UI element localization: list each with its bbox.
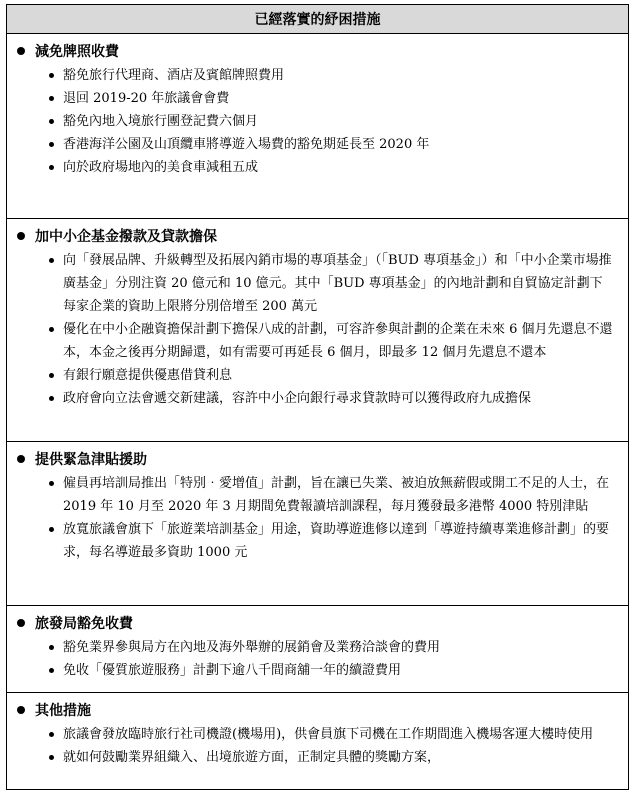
bullet-icon	[49, 527, 54, 532]
list-item: 政府會向立法會遞交新建議，容許中小企向銀行尋求貸款時可以獲得政府九成擔保	[15, 387, 620, 410]
bullet-icon	[49, 373, 54, 378]
list-item: 香港海洋公園及山頂纜車將導遊入場費的豁免期延長至 2020 年	[15, 133, 620, 156]
bullet-icon	[17, 706, 25, 714]
list-item: 有銀行願意提供優惠借貸利息	[15, 364, 620, 387]
section-heading: 旅發局豁免收費	[35, 616, 133, 632]
section-header	[15, 38, 620, 64]
bullet-icon	[17, 619, 25, 627]
bullet-icon	[17, 455, 25, 463]
section-heading: 減免牌照收費	[35, 44, 119, 60]
section-emergency-allowance	[7, 442, 628, 606]
list-item: 豁免內地入境旅行團登記費六個月	[15, 110, 620, 133]
bullet-icon	[17, 47, 25, 55]
list-item: 向於政府場地內的美食車減租五成	[15, 156, 620, 179]
section-header	[15, 446, 620, 472]
bullet-icon	[49, 668, 54, 673]
list-item: 就如何鼓勵業界組織入、出境旅遊方面，正制定具體的獎勵方案，	[15, 746, 620, 769]
list-item: 免收「優質旅遊服務」計劃下逾八千間商舖一年的續證費用	[15, 659, 620, 682]
list-item: 向「發展品牌、升級轉型及拓展內銷市場的專項基金」（「BUD 專項基金」）和「中小企業市場推廣基金」分別注資 20 億元和 10 億元。其中「BUD 專項基金」的內地計劃和自貿協定計劃下每家企業的資助上限將分別倍增至 200 萬元	[15, 249, 620, 318]
section-heading: 加中小企基金撥款及貸款擔保	[35, 229, 217, 245]
list-item: 僱員再培訓局推出「特別‧愛增值」計劃，旨在讓已失業、被迫放無薪假或開工不足的人士，在 2019 年 10 月至 2020 年 3 月期間免費報讀培訓課程，每月獲發最多港幣 4000 特別津貼	[15, 472, 620, 518]
bullet-icon	[49, 142, 54, 147]
list-item: 放寬旅議會旗下「旅遊業培訓基金」用途，資助導遊進修以達到「導遊持續專業進修計劃」的要求，每名導遊最多資助 1000 元	[15, 518, 620, 564]
list-item: 豁免旅行代理商、酒店及賓館牌照費用	[15, 64, 620, 87]
section-header	[15, 223, 620, 249]
bullet-icon	[49, 73, 54, 78]
list-item: 退回 2019-20 年旅議會會費	[15, 87, 620, 110]
bullet-icon	[49, 732, 54, 737]
bullet-icon	[49, 755, 54, 760]
section-header	[15, 610, 620, 636]
section-sme-funding	[7, 219, 628, 442]
relief-measures-table	[6, 4, 629, 790]
table-title: 已經落實的紓困措施	[7, 5, 628, 34]
bullet-icon	[49, 481, 54, 486]
bullet-icon	[49, 258, 54, 263]
section-other-measures	[7, 693, 628, 777]
bullet-icon	[49, 396, 54, 401]
bullet-icon	[49, 645, 54, 650]
bullet-icon	[49, 96, 54, 101]
section-header	[15, 697, 620, 723]
bullet-icon	[49, 327, 54, 332]
section-tourism-board-waiver	[7, 606, 628, 693]
list-item: 優化在中小企融資擔保計劃下擔保八成的計劃，可容許參與計劃的企業在未來 6 個月先還息不還本，本金之後再分期歸還，如有需要可再延長 6 個月，即最多 12 個月先還息不還本	[15, 318, 620, 364]
section-heading: 其他措施	[35, 703, 91, 719]
list-item: 豁免業界參與局方在內地及海外舉辦的展銷會及業務洽談會的費用	[15, 636, 620, 659]
bullet-icon	[49, 119, 54, 124]
section-licence-fee-waiver	[7, 34, 628, 219]
list-item: 旅議會發放臨時旅行社司機證(機場用)，供會員旗下司機在工作期間進入機場客運大樓時使用	[15, 723, 620, 746]
section-heading: 提供緊急津貼援助	[35, 452, 147, 468]
bullet-icon	[49, 165, 54, 170]
bullet-icon	[17, 232, 25, 240]
